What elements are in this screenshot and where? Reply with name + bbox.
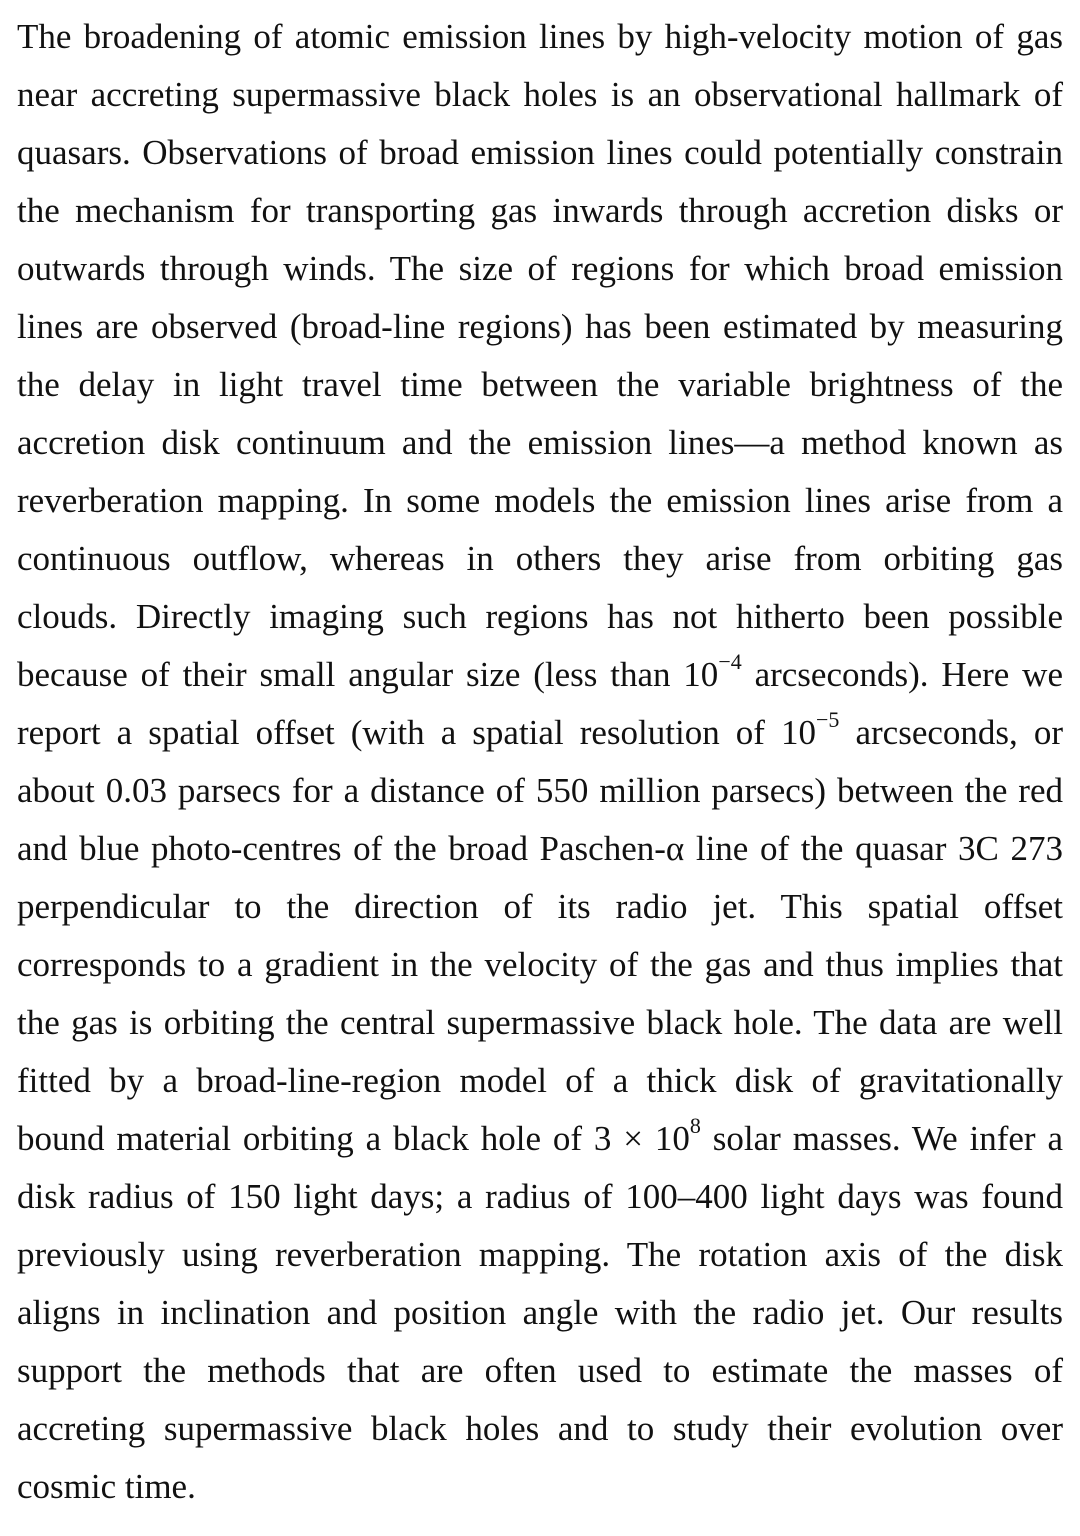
- text-line: [17, 1110, 1063, 1168]
- text-line: previously using reverberation mapping. The rotation axis of the disk: [17, 1235, 1063, 1274]
- text-line: fitted by a broad-line-region model of a thick disk of gravitationally: [17, 1061, 1063, 1100]
- text-line: the delay in light travel time between the variable brightness of the: [17, 365, 1063, 404]
- text-line: corresponds to a gradient in the velocity of the gas and thus implies that: [17, 945, 1063, 984]
- text-line: outwards through winds. The size of regions for which broad emission: [17, 249, 1063, 288]
- superscript-exponent: −5: [816, 707, 840, 733]
- text-segment: arcseconds, or: [839, 713, 1063, 752]
- text-line: the mechanism for transporting gas inwards through accretion disks or: [17, 191, 1063, 230]
- abstract-paragraph: [17, 8, 1063, 1516]
- text-segment: solar masses. We infer a: [700, 1119, 1063, 1158]
- text-line: The broadening of atomic emission lines by high-velocity motion of gas: [17, 17, 1063, 56]
- superscript-exponent: −4: [718, 649, 742, 675]
- text-line: reverberation mapping. In some models the emission lines arise from a: [17, 481, 1063, 520]
- text-line: accretion disk continuum and the emission lines—a method known as: [17, 423, 1063, 462]
- text-segment: report a spatial offset (with a spatial resolution of 10: [17, 713, 816, 752]
- text-segment: arcseconds). Here we: [741, 655, 1063, 694]
- text-line: the gas is orbiting the central supermassive black hole. The data are well: [17, 1003, 1063, 1042]
- superscript-exponent: 8: [689, 1113, 701, 1139]
- text-line: perpendicular to the direction of its radio jet. This spatial offset: [17, 887, 1063, 926]
- text-line: continuous outflow, whereas in others they arise from orbiting gas: [17, 539, 1063, 578]
- text-line: quasars. Observations of broad emission lines could potentially constrain: [17, 133, 1063, 172]
- text-line: [17, 704, 1063, 762]
- text-line: disk radius of 150 light days; a radius of 100–400 light days was found: [17, 1177, 1063, 1216]
- text-segment: bound material orbiting a black hole of 3 × 10: [17, 1119, 690, 1158]
- text-line: about 0.03 parsecs for a distance of 550 million parsecs) between the red: [17, 771, 1063, 810]
- text-line: accreting supermassive black holes and to study their evolution over: [17, 1409, 1063, 1448]
- text-line: support the methods that are often used to estimate the masses of: [17, 1351, 1063, 1390]
- text-line: clouds. Directly imaging such regions has not hitherto been possible: [17, 597, 1063, 636]
- text-line: near accreting supermassive black holes is an observational hallmark of: [17, 75, 1063, 114]
- text-segment: because of their small angular size (less than 10: [17, 655, 719, 694]
- text-line: aligns in inclination and position angle with the radio jet. Our results: [17, 1293, 1063, 1332]
- text-line: [17, 646, 1063, 704]
- text-line: and blue photo-centres of the broad Paschen-α line of the quasar 3C 273: [17, 829, 1063, 868]
- text-line: lines are observed (broad-line regions) has been estimated by measuring: [17, 307, 1063, 346]
- text-line: cosmic time.: [17, 1467, 196, 1506]
